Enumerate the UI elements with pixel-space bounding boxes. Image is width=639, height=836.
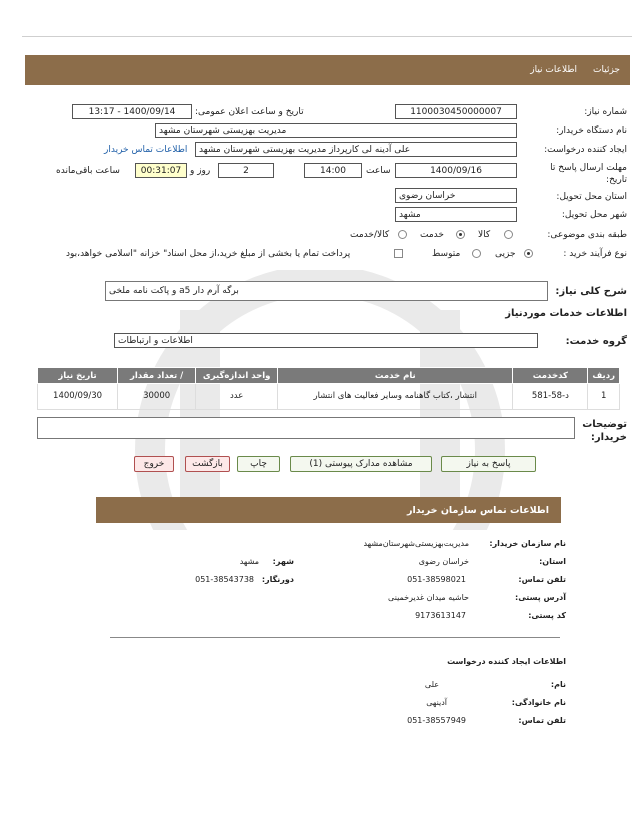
col-unit: واحد اندازه‌گیری (196, 368, 278, 384)
contact-postal-value: 9173613147 (415, 611, 466, 620)
deadline-time-value: 14:00 (304, 163, 362, 178)
city-value: مشهد (395, 207, 517, 222)
reply-to-need-button[interactable]: پاسخ به نیاز (441, 456, 536, 472)
category-service-label: خدمت (420, 230, 444, 240)
contact-fax-value: 051-38543738 (195, 575, 254, 584)
contact-divider (110, 637, 560, 638)
creator-last-name-value: آدینهی (426, 698, 447, 707)
contact-address-value: حاشیه میدان غدیرخمینی (388, 593, 469, 602)
buyer-org-value: مدیریت بهزیستی شهرستان مشهد (155, 123, 517, 138)
contact-phone-value: 051-38598021 (407, 575, 466, 584)
category-goods-service-label: کالا/خدمت (350, 230, 390, 240)
print-button[interactable]: چاپ (237, 456, 280, 472)
buyer-org-label: نام دستگاه خریدار: (556, 126, 627, 136)
cell-need-date: 1400/09/30 (38, 384, 118, 410)
process-label: نوع فرآیند خرید : (563, 249, 627, 259)
category-label: طبقه بندی موضوعی: (547, 230, 627, 240)
contact-phone-label: تلفن تماس: (518, 575, 566, 584)
cell-unit: عدد (196, 384, 278, 410)
buyer-contact-section-header: اطلاعات تماس سازمان خریدار (96, 497, 561, 523)
summary-value: برگه آرم دار a5 و پاکت نامه ملخی (105, 281, 548, 301)
contact-org-name-label: نام سازمان خریدار: (489, 539, 566, 548)
col-quantity: / تعداد مقدار (118, 368, 196, 384)
creator-first-name-label: نام: (550, 680, 566, 689)
contact-province-label: استان: (539, 557, 566, 566)
col-service-code: کدخدمت (513, 368, 588, 384)
buyer-notes-value (37, 417, 575, 439)
process-partial-label: جزیی (495, 249, 516, 259)
creator-last-name-label: نام خانوادگی: (511, 698, 566, 707)
treasury-payment-note: پرداخت تمام یا بخشی از مبلغ خرید،از محل اسناد" خزانه "اسلامی خواهد،بود (66, 249, 351, 259)
process-medium-label: متوسط (432, 249, 461, 259)
creator-first-name-value: علی (424, 680, 439, 689)
treasury-payment-checkbox[interactable] (394, 249, 403, 258)
contact-province-value: خراسان رضوی (418, 557, 469, 566)
back-button[interactable]: بازگشت (185, 456, 230, 472)
contact-fax-label: دورنگار: (261, 575, 294, 584)
contact-address-label: آدرس پستی: (515, 593, 566, 602)
cell-quantity: 30000 (118, 384, 196, 410)
category-service-radio[interactable] (456, 230, 465, 239)
creator-phone-value: 051-38557949 (407, 716, 466, 725)
province-label: استان محل تحویل: (556, 192, 627, 202)
requester-value: علی آدینه لی کارپرداز مدیریت بهزیستی شهرستان مشهد (195, 142, 517, 157)
creator-phone-label: تلفن تماس: (518, 716, 566, 725)
contact-city-label: شهر: (272, 557, 294, 566)
process-medium-radio[interactable] (472, 249, 481, 258)
view-attachments-button[interactable]: مشاهده مدارک پیوستی (1) (290, 456, 432, 472)
col-row: ردیف (588, 368, 620, 384)
services-table (37, 367, 620, 410)
city-label: شهر محل تحویل: (561, 210, 627, 220)
exit-button[interactable]: خروج (134, 456, 174, 472)
buyer-notes-label: توضیحات خریدار: (582, 419, 627, 443)
contact-org-name-value: مدیریت‌بهزیستی‌شهرستان‌مشهد (363, 539, 469, 548)
contact-city-value: مشهد (239, 557, 259, 566)
top-divider (22, 36, 632, 37)
category-goods-service-radio[interactable] (398, 230, 407, 239)
col-service-name: نام خدمت (278, 368, 513, 384)
days-value: 2 (218, 163, 274, 178)
cell-service-name: انتشار ،کتاب گاهنامه وسایر فعالیت های انتشار (278, 384, 513, 410)
table-row (38, 384, 620, 410)
remaining-time-label: ساعت باقی‌مانده (56, 166, 120, 176)
need-number-value: 1100030450000007 (395, 104, 517, 119)
cell-row: 1 (588, 384, 620, 410)
creator-section-title: اطلاعات ایجاد کننده درخواست (447, 657, 566, 666)
service-group-label: گروه خدمت: (565, 336, 627, 347)
contact-postal-label: کد پستی: (528, 611, 566, 620)
deadline-date-value: 1400/09/16 (395, 163, 517, 178)
service-group-value: اطلاعات و ارتباطات (114, 333, 538, 348)
table-header-row (38, 368, 620, 384)
province-value: خراسان رضوی (395, 188, 517, 203)
days-label: روز و (190, 166, 211, 176)
announce-value: 1400/09/14 - 13:17 (72, 104, 192, 119)
process-partial-radio[interactable] (524, 249, 533, 258)
category-goods-radio[interactable] (504, 230, 513, 239)
cell-service-code: د-58-581 (513, 384, 588, 410)
tab-need-info[interactable]: اطلاعات نیاز (530, 65, 578, 75)
category-goods-label: کالا (478, 230, 491, 240)
need-number-label: شماره نیاز: (584, 107, 627, 117)
deadline-time-label: ساعت (366, 166, 391, 176)
top-header-bar (25, 55, 630, 85)
buyer-contact-link[interactable]: اطلاعات تماس خریدار (104, 145, 188, 155)
services-section-title: اطلاعات خدمات موردنیاز (505, 308, 627, 319)
requester-label: ایجاد کننده درخواست: (544, 145, 627, 155)
col-need-date: تاریخ نیاز (38, 368, 118, 384)
announce-label: تاریخ و ساعت اعلان عمومی: (195, 107, 304, 117)
summary-label: شرح کلی نیاز: (555, 286, 627, 297)
remaining-time-value: 00:31:07 (135, 163, 187, 178)
deadline-label: مهلت ارسال پاسخ تا تاریخ: (550, 163, 627, 185)
tab-details[interactable]: جزئیات (593, 65, 620, 75)
